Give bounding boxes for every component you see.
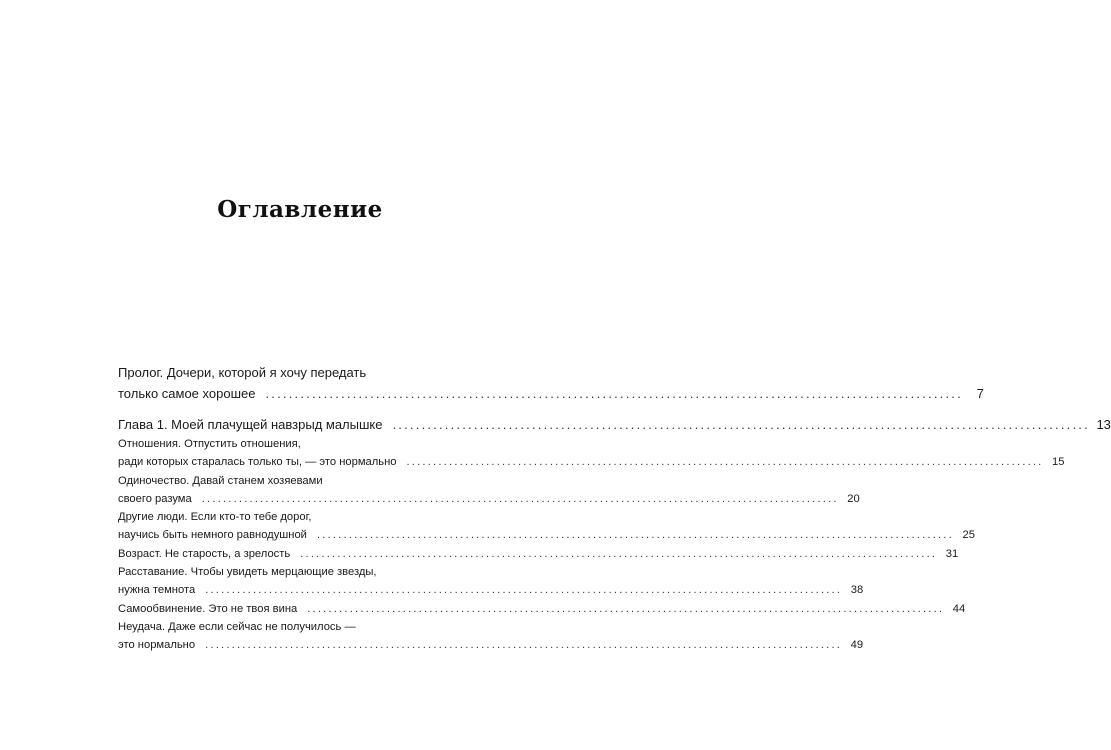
- toc-line: [118, 362, 475, 383]
- toc-entry-chapter-1: [118, 414, 1111, 435]
- page-number: 38: [850, 584, 864, 597]
- toc-line: [118, 435, 475, 453]
- table-of-contents: [118, 362, 1111, 655]
- toc-entry-title: Одиночество. Давай станем хозяевами: [118, 474, 323, 487]
- toc-line: [118, 563, 475, 581]
- toc-entry-prologue: [118, 362, 984, 404]
- page-number: 7: [976, 386, 984, 401]
- toc-entry-title: ради которых старалась только ты, — это нормально: [118, 456, 397, 469]
- page-number: 15: [1052, 456, 1065, 469]
- toc-entry-title: Неудача. Даже если сейчас не получилось —: [118, 620, 356, 633]
- toc-entry-title: Расставание. Чтобы увидеть мерцающие звезды,: [118, 566, 377, 579]
- toc-entry-title: научись быть немного равнодушной: [118, 529, 307, 542]
- toc-entry-title: Глава 1. Моей плачущей навзрыд малышке: [118, 417, 383, 432]
- dot-leader: ........................................................................................................................: [265, 386, 963, 401]
- toc-line: [118, 526, 975, 544]
- toc-entry-title: Пролог. Дочери, которой я хочу передать: [118, 365, 367, 380]
- toc-entry-title: Возраст. Не старость, а зрелость: [118, 547, 291, 560]
- page-number: 25: [962, 529, 975, 542]
- dot-leader: ........................................................................................................................: [205, 584, 843, 597]
- dot-leader: ........................................................................................................................: [316, 529, 954, 542]
- toc-line: [118, 618, 475, 636]
- toc-line: [118, 545, 959, 563]
- toc-entry-title: только самое хорошее: [118, 386, 256, 401]
- toc-line: [118, 508, 475, 526]
- page-number: 31: [945, 547, 959, 560]
- dot-leader: ........................................................................................................................: [307, 602, 945, 615]
- toc-line: [118, 490, 860, 508]
- toc-line: [118, 383, 984, 404]
- dot-leader: ........................................................................................................................: [205, 639, 843, 652]
- page-number: 20: [847, 492, 860, 505]
- dot-leader: ........................................................................................................................: [406, 456, 1044, 469]
- toc-sections: [118, 435, 1065, 655]
- toc-entry-title: Отношения. Отпустить отношения,: [118, 438, 301, 450]
- page-number: 49: [850, 639, 864, 652]
- toc-line: [118, 636, 864, 654]
- dot-leader: ........................................................................................................................: [300, 547, 938, 560]
- toc-line: [118, 472, 475, 490]
- dot-leader: ........................................................................................................................: [392, 417, 1090, 432]
- page-title: Оглавление: [217, 196, 383, 223]
- toc-line: [118, 581, 864, 599]
- toc-line: [118, 453, 1065, 471]
- toc-entry-title: Другие люди. Если кто-то тебе дорог,: [118, 511, 312, 524]
- toc-entry-title: Самообвинение. Это не твоя вина: [118, 602, 298, 615]
- page-number: 44: [952, 602, 966, 615]
- page-number: 13: [1096, 417, 1111, 432]
- dot-leader: ........................................................................................................................: [201, 492, 839, 505]
- toc-entry-title: своего разума: [118, 492, 192, 505]
- toc-line: [118, 414, 1111, 435]
- toc-entry-title: это нормально: [118, 639, 196, 652]
- toc-line: [118, 600, 966, 618]
- toc-entry-title: нужна темнота: [118, 584, 196, 597]
